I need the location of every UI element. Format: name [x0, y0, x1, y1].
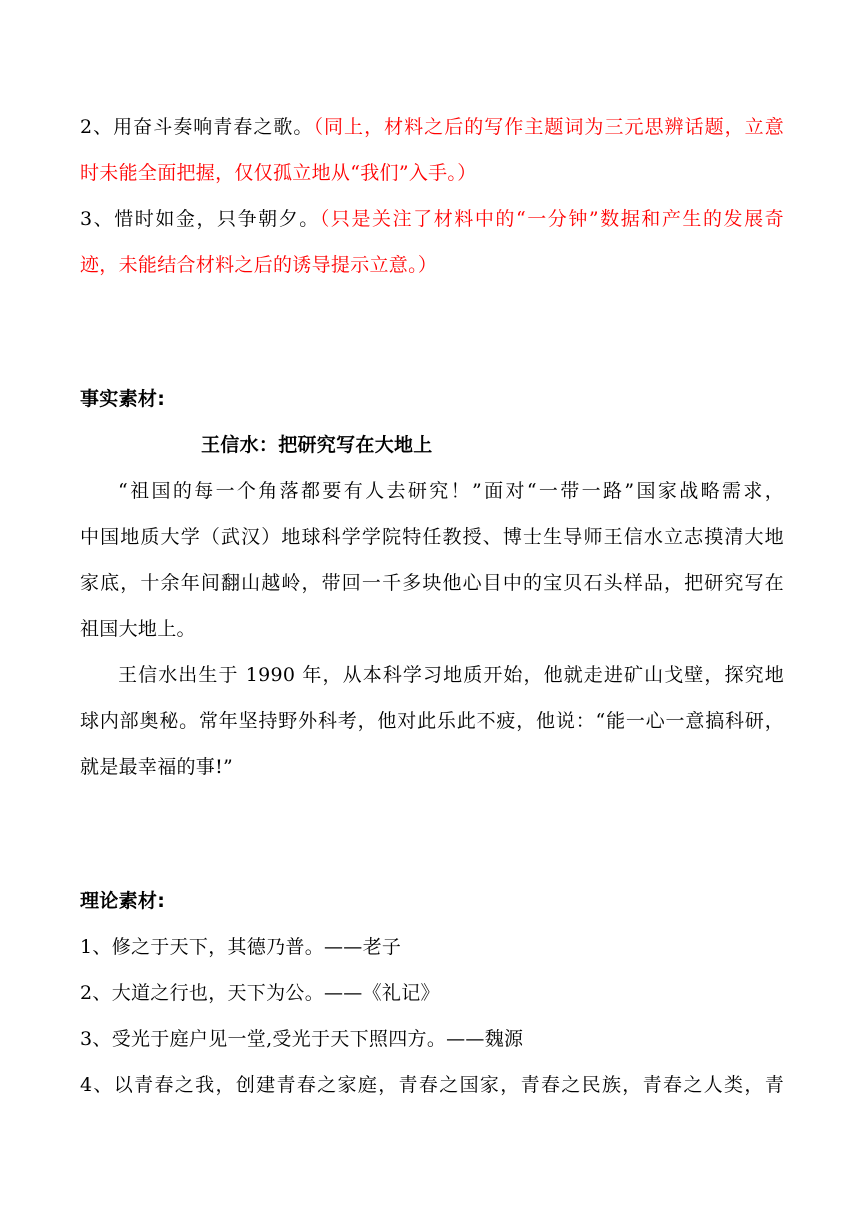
prev-item-3-comment: （只是关注了材料中的“一分钟”数据和产生的发展奇: [319, 208, 784, 230]
paragraph-line: 家底，十余年间翻山越岭，带回一千多块他心目中的宝贝石头样品，把研究写在: [80, 572, 784, 594]
prev-item-3-line-1: [80, 196, 784, 242]
theory-item: 2、大道之行也，天下为公。——《礼记》: [80, 982, 440, 1004]
paragraph-line: 球内部奥秘。常年坚持野外科考，他对此乐此不疲，他说：“能一心一意搞科研，: [80, 710, 784, 732]
paragraph-line: 中国地质大学（武汉）地球科学学院特任教授、博士生导师王信水立志摸清大地: [80, 526, 784, 548]
paragraph-line: 祖国大地上。: [80, 618, 196, 640]
prev-item-2-text: 2、用奋斗奏响青春之歌。: [80, 116, 314, 138]
theory-heading: 理论素材:: [80, 890, 166, 912]
fact-section: [80, 376, 784, 790]
paragraph-line: “祖国的每一个角落都要有人去研究！”面对“一带一路”国家战略需求，: [118, 480, 784, 502]
theory-section: [80, 878, 784, 1108]
fact-paragraph-1: [80, 468, 784, 652]
prev-item-3-text: 3、惜时如金，只争朝夕。: [80, 208, 320, 230]
prev-item-3-comment-cont: 迹，未能结合材料之后的诱导提示立意。）: [80, 254, 438, 276]
prev-item-3: [80, 196, 784, 288]
paragraph-line: 王信水出生于 1990 年，从本科学习地质开始，他就走进矿山戈壁，探究地: [118, 664, 784, 686]
fact-paragraph-2: [80, 652, 784, 790]
prev-item-2-comment: （同上，材料之后的写作主题词为三元思辨话题，立意: [313, 116, 784, 138]
document-page: [80, 104, 784, 1108]
prev-item-2: [80, 104, 784, 196]
theory-item: 4、以青春之我，创建青春之家庭，青春之国家，青春之民族，青春之人类，青: [80, 1074, 784, 1096]
fact-title: 王信水：把研究写在大地上: [201, 434, 433, 456]
theory-item: 1、修之于天下，其德乃普。——老子: [80, 936, 402, 958]
fact-heading: 事实素材:: [80, 388, 166, 410]
prev-item-2-comment-cont: 时未能全面把握，仅仅孤立地从“我们”入手。）: [80, 162, 477, 184]
paragraph-line: 就是最幸福的事!”: [80, 756, 234, 778]
theory-item: 3、受光于庭户见一堂,受光于天下照四方。——魏源: [80, 1028, 524, 1050]
prev-item-2-line-1: [80, 104, 784, 150]
